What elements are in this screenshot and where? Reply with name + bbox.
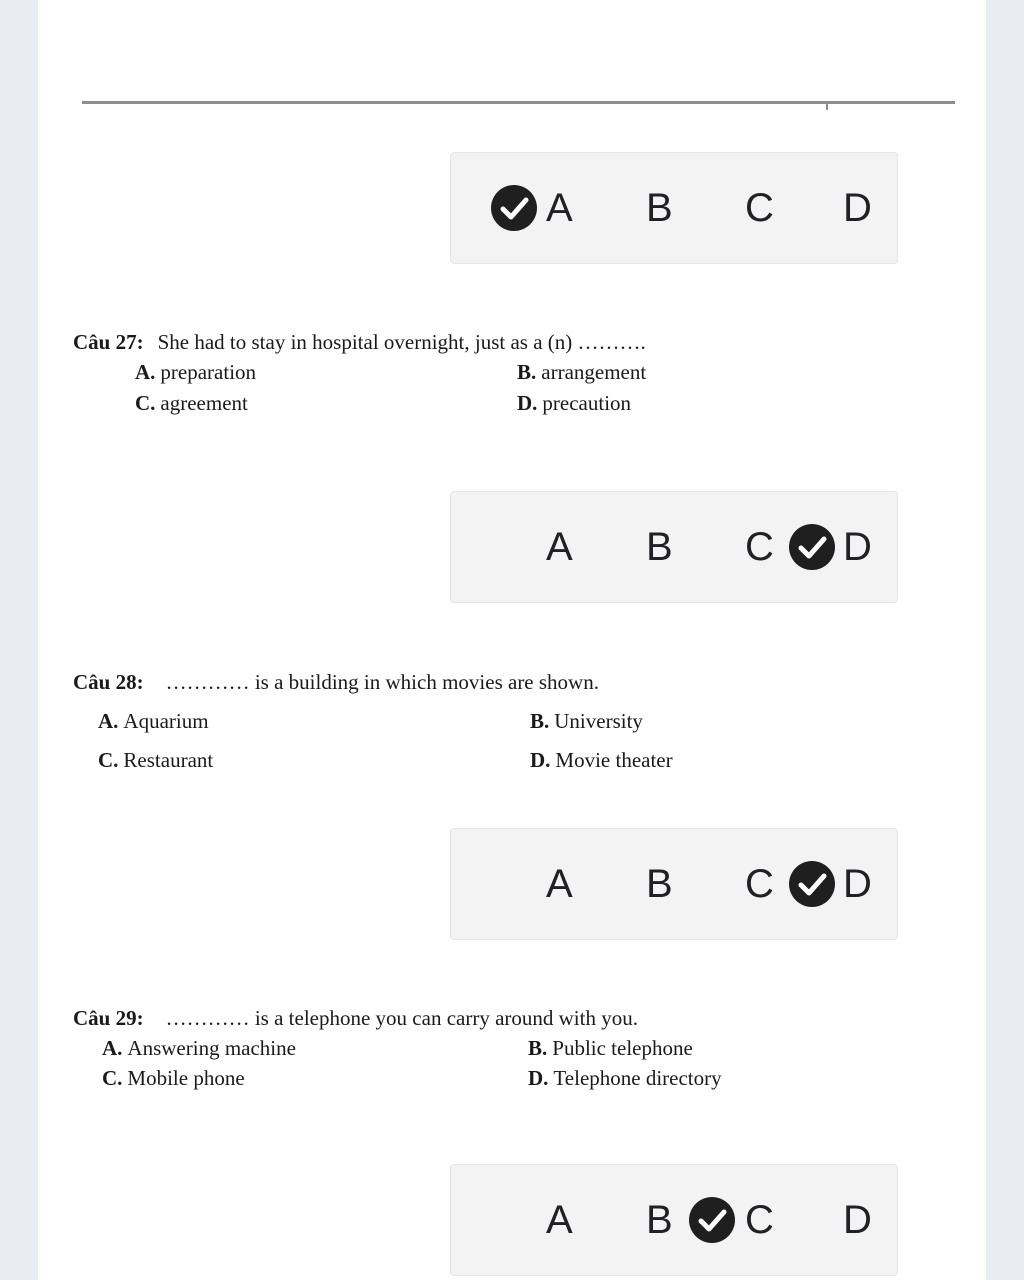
divider-tick [826, 104, 828, 110]
choice-letter: C. [102, 1066, 123, 1090]
option-a[interactable]: A [546, 862, 573, 906]
option-a[interactable]: A [546, 525, 573, 569]
question-27 [73, 330, 646, 355]
choice-letter: B. [530, 709, 550, 733]
option-c[interactable]: C [745, 862, 774, 906]
check-circle-icon [689, 1197, 735, 1243]
option-d[interactable]: D [843, 525, 872, 569]
choice-text: preparation [160, 360, 257, 384]
option-b[interactable]: B [646, 1198, 673, 1242]
question-label: Câu 29: [73, 1006, 144, 1030]
option-b[interactable]: B [646, 525, 673, 569]
choice-c [102, 1066, 245, 1091]
option-d[interactable]: D [843, 862, 872, 906]
choice-text: Restaurant [123, 748, 214, 772]
choice-letter: B. [528, 1036, 548, 1060]
option-b[interactable]: B [646, 862, 673, 906]
check-circle-icon [789, 524, 835, 570]
question-label: Câu 28: [73, 670, 144, 694]
document-page [38, 0, 986, 1280]
option-c[interactable]: C [745, 186, 774, 230]
option-a[interactable]: A [546, 1198, 573, 1242]
choice-text: precaution [542, 391, 632, 415]
question-29 [73, 1006, 638, 1031]
choice-c [98, 748, 213, 773]
choice-text: Telephone directory [553, 1066, 722, 1090]
option-d[interactable]: D [843, 186, 872, 230]
choice-a [135, 360, 256, 385]
divider-line [82, 101, 955, 104]
choice-letter: C. [135, 391, 156, 415]
choice-text: arrangement [541, 360, 647, 384]
choice-text: Mobile phone [127, 1066, 245, 1090]
choice-b [528, 1036, 693, 1061]
choice-text: agreement [160, 391, 248, 415]
choice-b [530, 709, 643, 734]
choice-c [135, 391, 248, 416]
check-circle-icon [789, 861, 835, 907]
choice-a [98, 709, 209, 734]
choice-text: Public telephone [552, 1036, 693, 1060]
question-28 [73, 670, 599, 695]
choice-letter: A. [98, 709, 119, 733]
choice-text: University [554, 709, 643, 733]
choice-d [530, 748, 673, 773]
choice-d [528, 1066, 722, 1091]
choice-text: Movie theater [555, 748, 673, 772]
choice-letter: A. [135, 360, 156, 384]
question-text: She had to stay in hospital overnight, just as a (n) ………. [157, 330, 646, 354]
check-circle-icon [491, 185, 537, 231]
answer-selector [450, 491, 898, 603]
choice-letter: C. [98, 748, 119, 772]
option-d[interactable]: D [843, 1198, 872, 1242]
choice-letter: B. [517, 360, 537, 384]
choice-text: Answering machine [127, 1036, 296, 1060]
question-text: ………… is a building in which movies are shown. [165, 670, 599, 694]
answer-selector [450, 1164, 898, 1276]
option-b[interactable]: B [646, 186, 673, 230]
choice-letter: A. [102, 1036, 123, 1060]
question-text: ………… is a telephone you can carry around with you. [165, 1006, 638, 1030]
answer-selector [450, 828, 898, 940]
option-a[interactable]: A [546, 186, 573, 230]
option-c[interactable]: C [745, 1198, 774, 1242]
choice-letter: D. [517, 391, 538, 415]
option-c[interactable]: C [745, 525, 774, 569]
choice-d [517, 391, 631, 416]
choice-letter: D. [530, 748, 551, 772]
choice-text: Aquarium [123, 709, 209, 733]
question-label: Câu 27: [73, 330, 144, 354]
answer-selector [450, 152, 898, 264]
choice-a [102, 1036, 296, 1061]
choice-b [517, 360, 646, 385]
choice-letter: D. [528, 1066, 549, 1090]
